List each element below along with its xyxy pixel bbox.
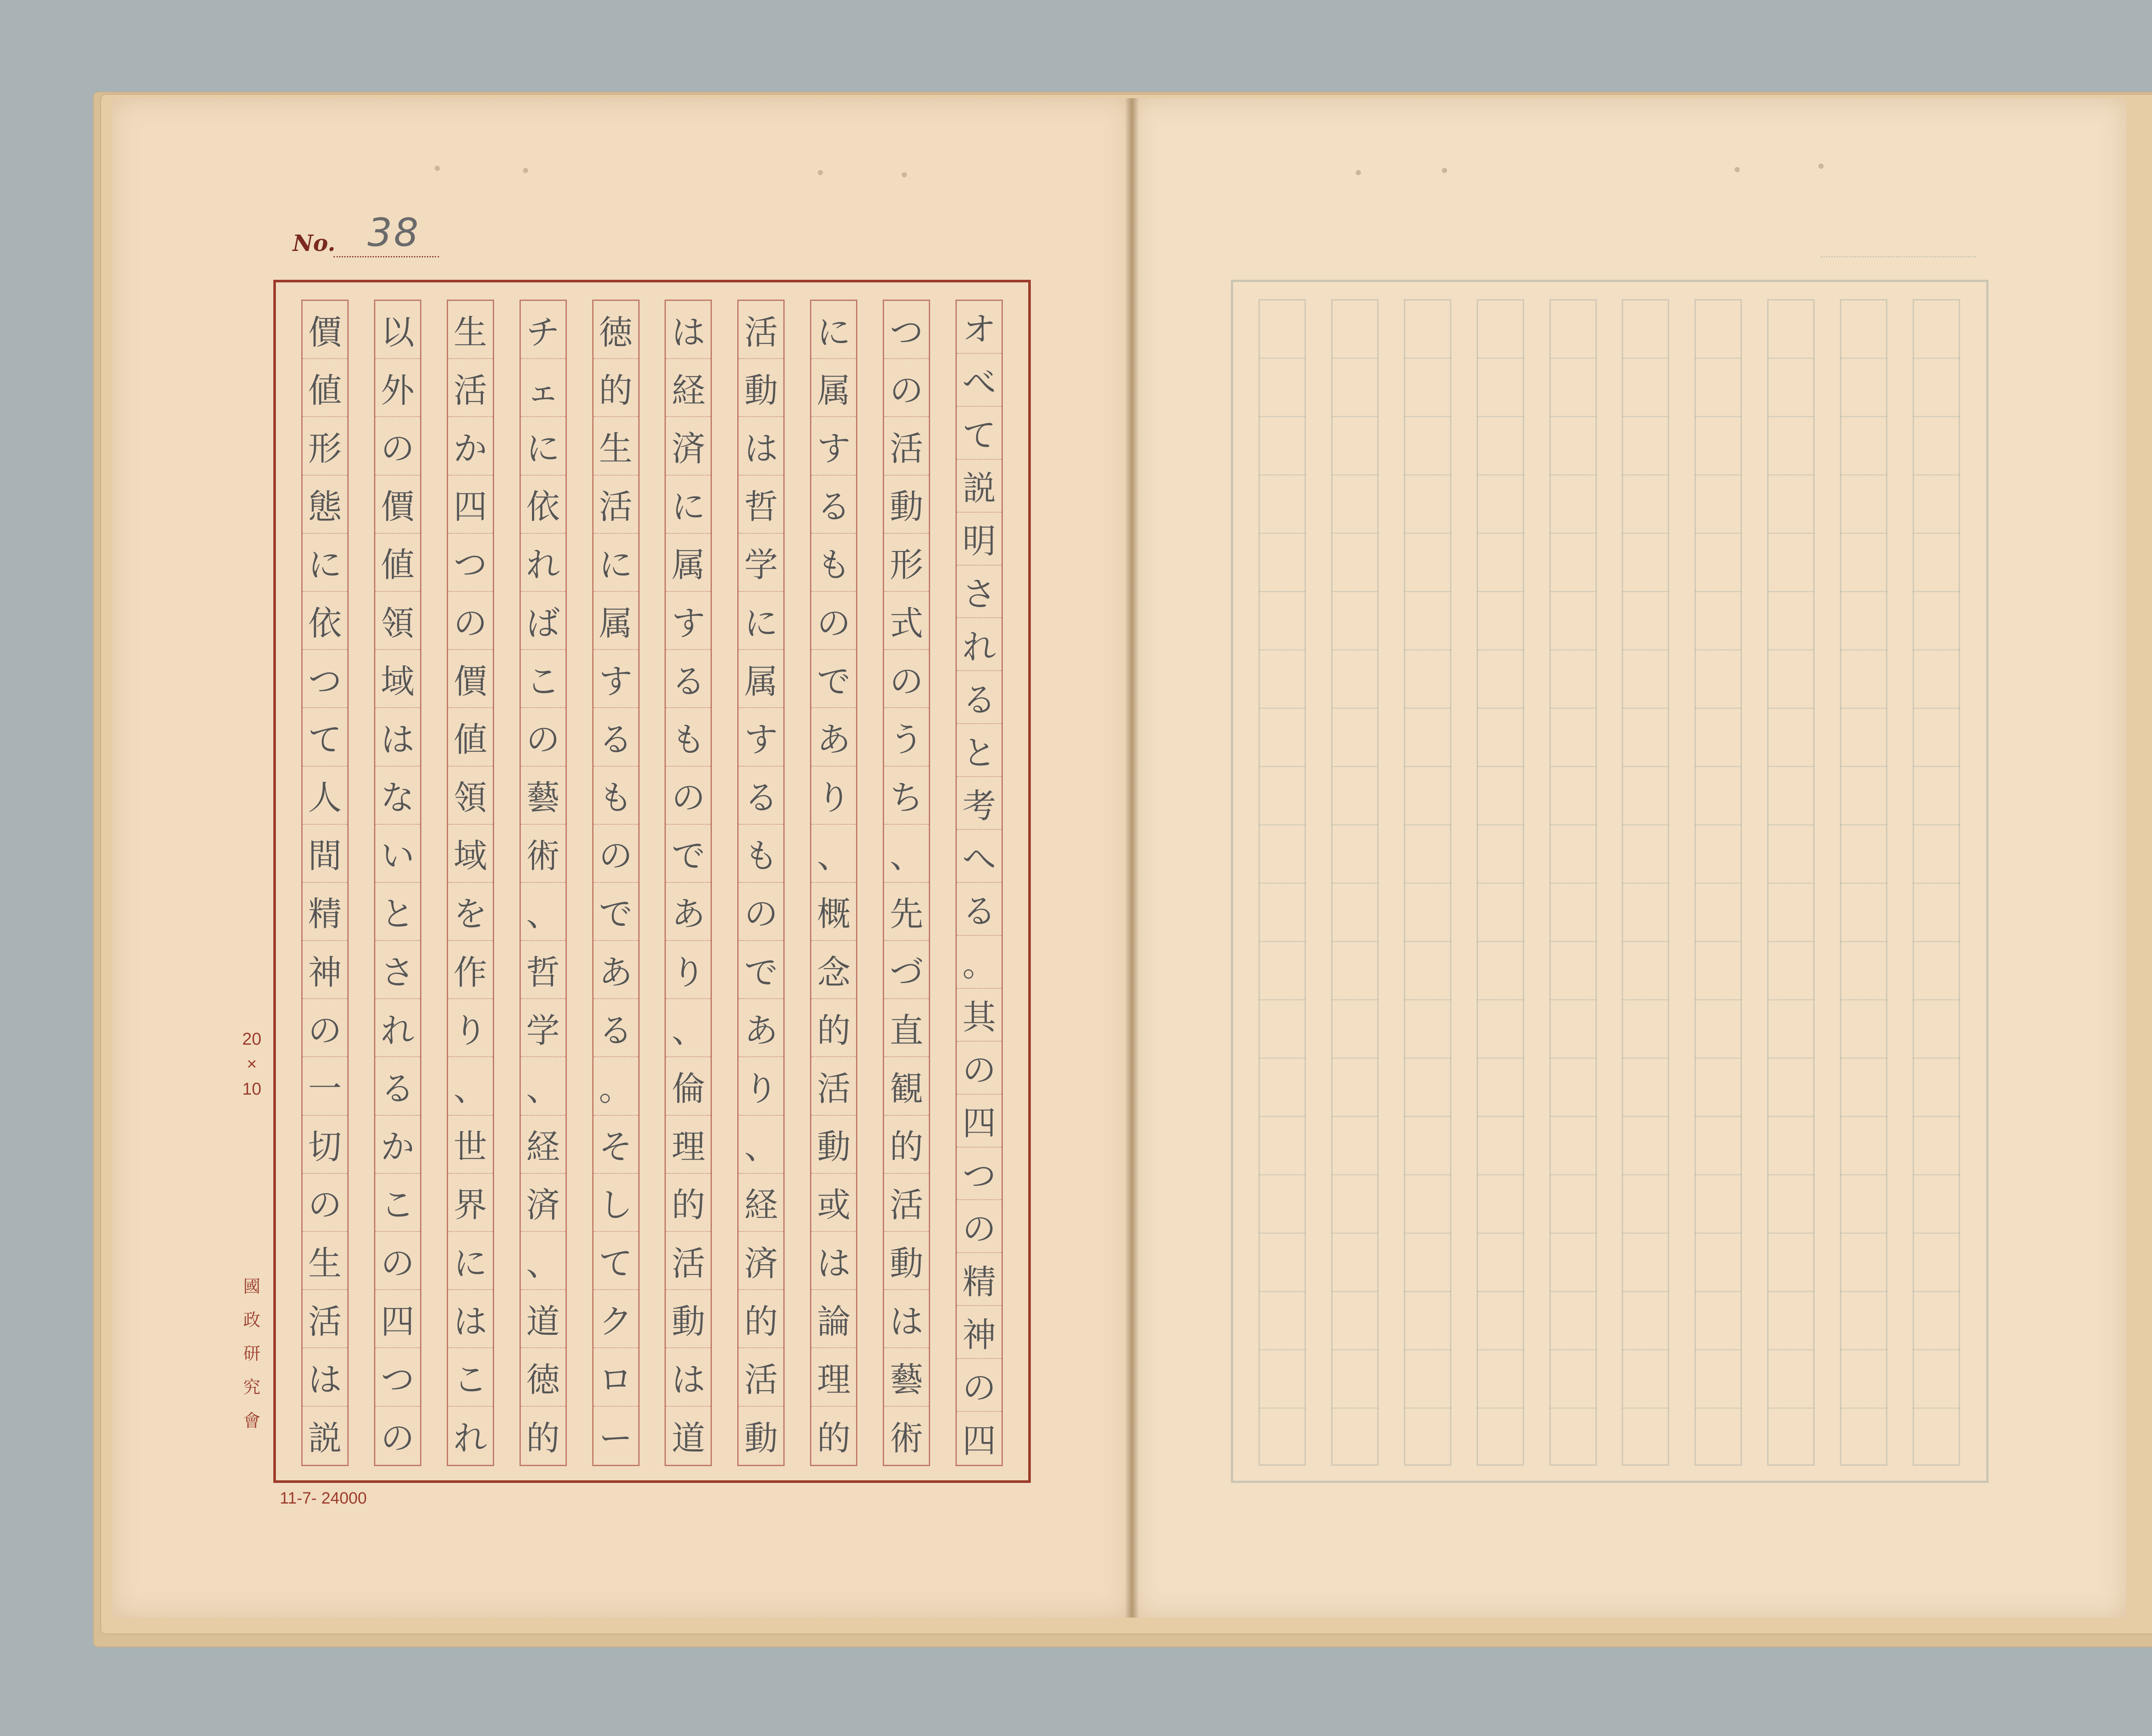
manuscript-cell: 倫 — [666, 1057, 711, 1115]
manuscript-cell: 、 — [448, 1057, 493, 1115]
bleed-through-column — [1404, 299, 1451, 1466]
manuscript-cell: い — [375, 825, 420, 883]
print-code: 11-7- 24000 — [280, 1489, 367, 1507]
manuscript-cell: 四 — [448, 476, 493, 534]
manuscript-cell: あ — [811, 708, 856, 766]
bleed-through-column — [1331, 299, 1379, 1466]
manuscript-cell: れ — [375, 999, 420, 1057]
bleed-through-grid — [1231, 280, 1988, 1483]
manuscript-cell: す — [811, 417, 856, 475]
publisher-char: 會 — [243, 1411, 260, 1430]
manuscript-cell: す — [666, 592, 711, 650]
manuscript-cell: 値 — [303, 359, 347, 417]
manuscript-cell: ば — [521, 592, 566, 650]
manuscript-cell: り — [666, 941, 711, 999]
manuscript-cell: 直 — [884, 999, 929, 1057]
manuscript-cell: る — [739, 767, 783, 825]
manuscript-cell: の — [303, 999, 347, 1057]
manuscript-cell: か — [448, 417, 493, 475]
manuscript-cell: 領 — [375, 592, 420, 650]
manuscript-cell: は — [811, 1232, 856, 1290]
manuscript-cell: 切 — [303, 1116, 347, 1174]
manuscript-column — [810, 300, 857, 1466]
bleed-through-column — [1767, 299, 1815, 1466]
publisher-char: 究 — [243, 1378, 260, 1397]
manuscript-cell: ー — [599, 1419, 633, 1458]
bleed-through-column — [1694, 299, 1742, 1466]
manuscript-cell: 観 — [884, 1057, 929, 1115]
manuscript-cell: 藝 — [884, 1348, 929, 1406]
manuscript-cell: 学 — [739, 534, 783, 592]
manuscript-cell: 神 — [957, 1306, 1002, 1359]
manuscript-cell: る — [375, 1057, 420, 1115]
manuscript-cell: の — [739, 883, 783, 941]
manuscript-cell: は — [666, 1348, 711, 1406]
manuscript-cell: 概 — [811, 883, 856, 941]
manuscript-cell: 式 — [884, 592, 929, 650]
manuscript-cell: に — [448, 1232, 493, 1290]
manuscript-cell: つ — [957, 1148, 1002, 1201]
manuscript-cell: の — [380, 1419, 414, 1458]
manuscript-cell: で — [739, 941, 783, 999]
manuscript-cell: は — [448, 1290, 493, 1348]
manuscript-cell: 的 — [884, 1116, 929, 1174]
manuscript-cell: に — [521, 417, 566, 475]
manuscript-cell: る — [594, 999, 638, 1057]
manuscript-cell: こ — [448, 1348, 493, 1406]
manuscript-cell: の — [957, 1359, 1002, 1412]
manuscript-cell: で — [594, 883, 638, 941]
manuscript-cell: 依 — [521, 476, 566, 534]
manuscript-cell: さ — [375, 941, 420, 999]
manuscript-cell: 術 — [890, 1419, 924, 1458]
grid-size-part: 20 — [242, 1030, 262, 1049]
manuscript-cell: あ — [594, 941, 638, 999]
manuscript-cell: 済 — [666, 417, 711, 475]
manuscript-cell: 生 — [594, 417, 638, 475]
manuscript-cell: の — [448, 592, 493, 650]
manuscript-cell: は — [884, 1290, 929, 1348]
manuscript-cell: 、 — [884, 825, 929, 883]
manuscript-cell: 動 — [884, 1232, 929, 1290]
manuscript-cell: と — [957, 724, 1002, 777]
manuscript-cell: 、 — [521, 1232, 566, 1290]
manuscript-column — [519, 300, 567, 1466]
manuscript-cell: 済 — [521, 1174, 566, 1232]
manuscript-cell: の — [957, 1200, 1002, 1253]
manuscript-cell: つ — [303, 650, 347, 708]
manuscript-cell: 活 — [884, 417, 929, 475]
manuscript-cell: 領 — [448, 767, 493, 825]
manuscript-cell: あ — [739, 999, 783, 1057]
manuscript-cell: ロ — [594, 1348, 638, 1406]
publisher-char: 國 — [243, 1277, 260, 1296]
manuscript-cell: で — [666, 825, 711, 883]
manuscript-cell: り — [739, 1057, 783, 1115]
manuscript-cell: に — [739, 592, 783, 650]
manuscript-cell: 動 — [884, 476, 929, 534]
manuscript-cell: か — [375, 1116, 420, 1174]
manuscript-cell: も — [811, 534, 856, 592]
manuscript-cell: の — [666, 767, 711, 825]
manuscript-column — [883, 300, 930, 1466]
manuscript-column — [665, 300, 712, 1466]
manuscript-cell: 術 — [521, 825, 566, 883]
manuscript-column — [737, 300, 785, 1466]
publisher-name — [241, 1270, 263, 1438]
manuscript-cell: ち — [884, 767, 929, 825]
publisher-char: 政 — [243, 1311, 260, 1330]
manuscript-cell: つ — [448, 534, 493, 592]
page-number-underline — [334, 256, 439, 257]
manuscript-cell: 活 — [448, 359, 493, 417]
manuscript-column — [447, 300, 494, 1466]
manuscript-cell: 理 — [811, 1348, 856, 1406]
manuscript-cell: の — [957, 1042, 1002, 1095]
manuscript-cell: オ — [957, 301, 1002, 354]
manuscript-cell: 属 — [666, 534, 711, 592]
manuscript-cell: 依 — [303, 592, 347, 650]
manuscript-cell: と — [375, 883, 420, 941]
manuscript-cell: 動 — [739, 359, 783, 417]
manuscript-cell: す — [594, 650, 638, 708]
manuscript-cell: 値 — [375, 534, 420, 592]
manuscript-cell: る — [594, 708, 638, 766]
manuscript-cell: 間 — [303, 825, 347, 883]
manuscript-cell: の — [811, 592, 856, 650]
manuscript-cell: す — [739, 708, 783, 766]
manuscript-cell: 外 — [375, 359, 420, 417]
manuscript-cell: 、 — [739, 1116, 783, 1174]
bleed-through-column — [1549, 299, 1597, 1466]
manuscript-cell: そ — [594, 1116, 638, 1174]
manuscript-cell: こ — [521, 650, 566, 708]
manuscript-cell: は — [375, 708, 420, 766]
manuscript-cell: 以 — [375, 301, 420, 359]
manuscript-cell: に — [303, 534, 347, 592]
bleed-through-column — [1477, 299, 1524, 1466]
manuscript-cell: は — [666, 301, 711, 359]
manuscript-cell: は — [303, 1348, 347, 1406]
manuscript-cell: 生 — [303, 1232, 347, 1290]
manuscript-cell: に — [811, 301, 856, 359]
manuscript-column — [955, 300, 1003, 1466]
manuscript-cell: 形 — [303, 417, 347, 475]
manuscript-cell: 哲 — [521, 941, 566, 999]
manuscript-cell: う — [884, 708, 929, 766]
manuscript-cell: ェ — [521, 359, 566, 417]
manuscript-cell: 活 — [739, 1348, 783, 1406]
manuscript-cell: つ — [884, 301, 929, 359]
manuscript-cell: 論 — [811, 1290, 856, 1348]
manuscript-cell: 哲 — [739, 476, 783, 534]
manuscript-cell: 道 — [671, 1419, 705, 1458]
manuscript-cell: 。 — [957, 936, 1002, 989]
manuscript-cell: も — [666, 708, 711, 766]
manuscript-cell: 或 — [811, 1174, 856, 1232]
manuscript-cell: れ — [453, 1419, 487, 1458]
manuscript-cell: て — [957, 407, 1002, 460]
manuscript-cell: 属 — [739, 650, 783, 708]
manuscript-cell: 、 — [521, 883, 566, 941]
manuscript-cell: れ — [521, 534, 566, 592]
manuscript-cell: 道 — [521, 1290, 566, 1348]
manuscript-cell: 、 — [811, 825, 856, 883]
manuscript-cell: の — [521, 708, 566, 766]
manuscript-cell: 念 — [811, 941, 856, 999]
manuscript-cell: る — [957, 883, 1002, 936]
manuscript-cell: 学 — [521, 999, 566, 1057]
manuscript-cell: 人 — [303, 767, 347, 825]
manuscript-cell: の — [594, 825, 638, 883]
manuscript-cell: 属 — [811, 359, 856, 417]
manuscript-cell: り — [448, 999, 493, 1057]
manuscript-cell: 活 — [811, 1057, 856, 1115]
manuscript-cell: 明 — [957, 513, 1002, 566]
manuscript-cell: 動 — [811, 1116, 856, 1174]
manuscript-cell: 一 — [303, 1057, 347, 1115]
page-number-value: 38 — [367, 210, 421, 255]
manuscript-cell: 属 — [594, 592, 638, 650]
manuscript-cell: に — [666, 476, 711, 534]
manuscript-cell: 態 — [303, 476, 347, 534]
manuscript-cell: 動 — [744, 1419, 778, 1458]
manuscript-cell: 済 — [739, 1232, 783, 1290]
manuscript-cell: 形 — [884, 534, 929, 592]
bleed-through-column — [1258, 299, 1306, 1466]
manuscript-grid — [273, 280, 1031, 1483]
manuscript-cell: 精 — [303, 883, 347, 941]
manuscript-cell: 的 — [594, 359, 638, 417]
manuscript-cell: て — [303, 708, 347, 766]
bleed-through-column — [1840, 299, 1887, 1466]
manuscript-cell: 活 — [884, 1174, 929, 1232]
manuscript-cell: こ — [375, 1174, 420, 1232]
grid-size-part: × — [247, 1055, 257, 1074]
manuscript-cell: 徳 — [521, 1348, 566, 1406]
manuscript-cell: の — [884, 650, 929, 708]
manuscript-cell: を — [448, 883, 493, 941]
manuscript-cell: 理 — [666, 1116, 711, 1174]
manuscript-cell: 活 — [594, 476, 638, 534]
manuscript-cell: つ — [375, 1348, 420, 1406]
manuscript-cell: べ — [957, 354, 1002, 407]
manuscript-cell: 四 — [375, 1290, 420, 1348]
manuscript-cell: も — [739, 825, 783, 883]
manuscript-cell: 経 — [739, 1174, 783, 1232]
grid-size-label — [232, 1027, 271, 1102]
manuscript-cell: 経 — [666, 359, 711, 417]
manuscript-column — [374, 300, 421, 1466]
manuscript-cell: 的 — [739, 1290, 783, 1348]
manuscript-cell: 的 — [817, 1419, 851, 1458]
manuscript-cell: 的 — [526, 1419, 560, 1458]
gutter — [1125, 98, 1138, 1618]
manuscript-cell: 價 — [303, 301, 347, 359]
manuscript-cell: れ — [957, 618, 1002, 671]
manuscript-cell: 、 — [666, 999, 711, 1057]
manuscript-cell: 域 — [448, 825, 493, 883]
manuscript-cell: 説 — [957, 460, 1002, 513]
manuscript-cell: 。 — [594, 1057, 638, 1115]
bleed-through-column — [1913, 299, 1960, 1466]
manuscript-cell: 経 — [521, 1116, 566, 1174]
manuscript-cell: 徳 — [594, 301, 638, 359]
manuscript-column — [301, 300, 349, 1466]
manuscript-cell: さ — [957, 566, 1002, 619]
manuscript-cell: 界 — [448, 1174, 493, 1232]
manuscript-cell: は — [739, 417, 783, 475]
manuscript-cell: の — [303, 1174, 347, 1232]
manuscript-cell: も — [594, 767, 638, 825]
manuscript-cell: 活 — [666, 1232, 711, 1290]
manuscript-cell: へ — [957, 830, 1002, 883]
manuscript-cell: り — [811, 767, 856, 825]
manuscript-cell: 作 — [448, 941, 493, 999]
manuscript-cell: 藝 — [521, 767, 566, 825]
manuscript-cell: 説 — [308, 1419, 342, 1458]
manuscript-cell: し — [594, 1174, 638, 1232]
manuscript-cell: 的 — [811, 999, 856, 1057]
manuscript-cell: 動 — [666, 1290, 711, 1348]
manuscript-cell: 其 — [957, 989, 1002, 1042]
page-number-label: No. — [293, 230, 336, 257]
manuscript-cell: 四 — [957, 1095, 1002, 1148]
manuscript-cell: 活 — [303, 1290, 347, 1348]
manuscript-cell: 精 — [957, 1253, 1002, 1306]
manuscript-column — [592, 300, 640, 1466]
manuscript-cell: る — [957, 671, 1002, 724]
manuscript-cell: 四 — [962, 1422, 996, 1461]
publisher-char: 研 — [243, 1344, 260, 1363]
manuscript-cell: る — [666, 650, 711, 708]
grid-size-part: 10 — [242, 1080, 262, 1099]
manuscript-cell: ク — [594, 1290, 638, 1348]
manuscript-cell: あ — [666, 883, 711, 941]
manuscript-cell: 的 — [666, 1174, 711, 1232]
manuscript-cell: の — [375, 417, 420, 475]
manuscript-cell: 考 — [957, 777, 1002, 830]
bleed-through-column — [1622, 299, 1669, 1466]
manuscript-cell: づ — [884, 941, 929, 999]
manuscript-cell: 價 — [375, 476, 420, 534]
manuscript-cell: て — [594, 1232, 638, 1290]
manuscript-cell: の — [375, 1232, 420, 1290]
manuscript-cell: 、 — [521, 1057, 566, 1115]
bleed-through-page-number-line — [1821, 256, 1976, 257]
manuscript-cell: る — [811, 476, 856, 534]
manuscript-cell: 値 — [448, 708, 493, 766]
manuscript-cell: に — [594, 534, 638, 592]
manuscript-cell: 先 — [884, 883, 929, 941]
manuscript-cell: 神 — [303, 941, 347, 999]
manuscript-cell: な — [375, 767, 420, 825]
manuscript-cell: 活 — [739, 301, 783, 359]
manuscript-cell: 世 — [448, 1116, 493, 1174]
manuscript-cell: 價 — [448, 650, 493, 708]
manuscript-cell: で — [811, 650, 856, 708]
manuscript-cell: 生 — [448, 301, 493, 359]
manuscript-cell: チ — [521, 301, 566, 359]
manuscript-cell: の — [884, 359, 929, 417]
manuscript-cell: 域 — [375, 650, 420, 708]
